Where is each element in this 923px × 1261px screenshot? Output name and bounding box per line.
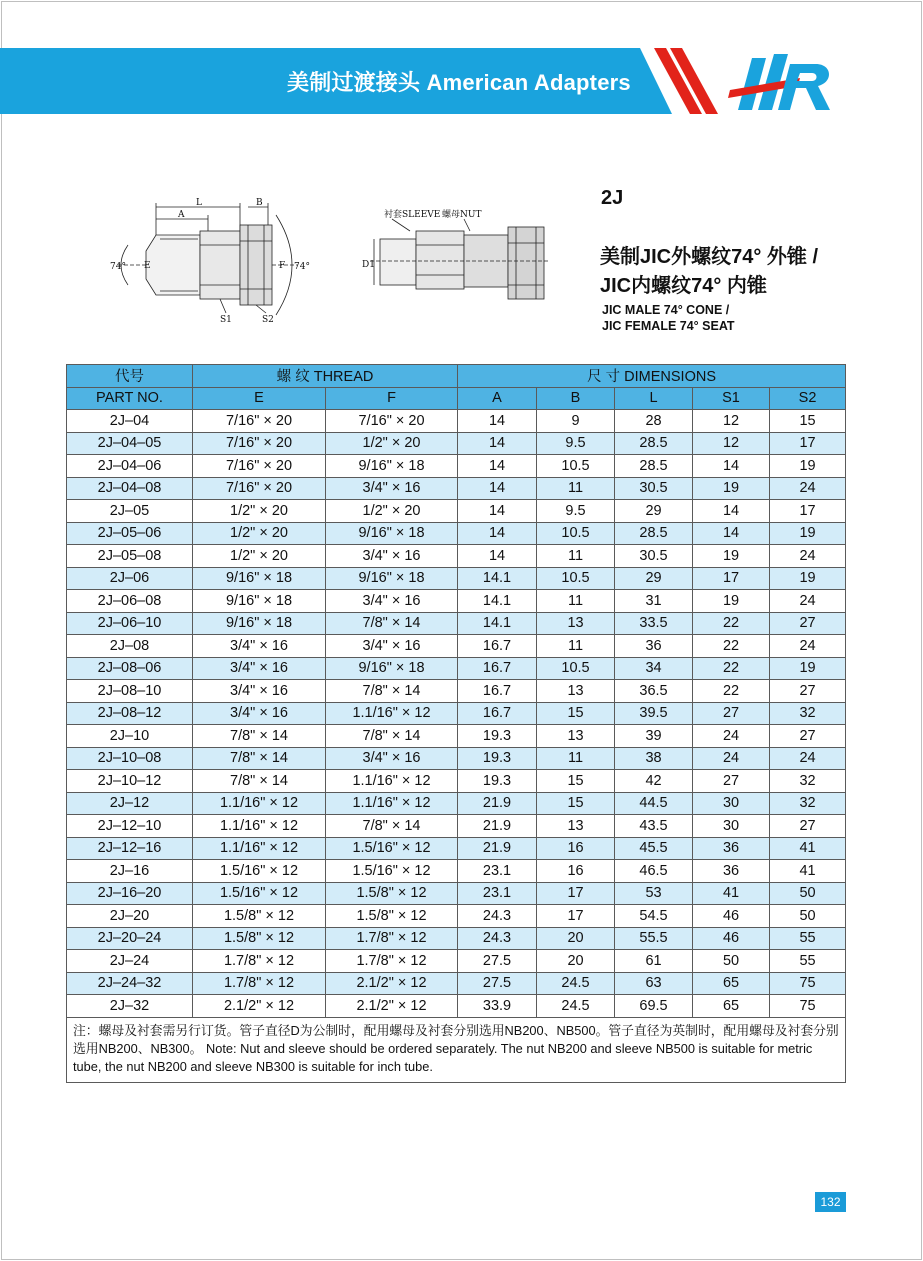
svg-text:D1: D1 (362, 260, 375, 270)
table-row (67, 410, 846, 433)
header-band (0, 48, 923, 114)
logo-r (778, 64, 830, 110)
table-row (67, 747, 846, 770)
header-col-s1: S1 (693, 387, 770, 410)
table-note: 注：螺母及衬套需另行订货。管子直径D为公制时，配用螺母及衬套分别选用NB200、NB500。管子直径为英制时，配用螺母及衬套分别选用NB200、NB300。 Note: Nut and sleeve should be ordered separately. The nut NB200 and sleeve NB500 is suitable for metric tube, the nut NB200 and sleeve NB300 is suitable for inch tube. (67, 1017, 846, 1082)
table-cell: 2.1/2" × 12 (326, 972, 458, 995)
table-cell: 1.1/16" × 12 (326, 702, 458, 725)
table-cell: 50 (693, 950, 770, 973)
table-cell: 32 (770, 770, 846, 793)
product-code: 2J (601, 187, 624, 209)
table-row (67, 837, 846, 860)
table-cell: 50 (770, 882, 846, 905)
zh-line-2: JIC内螺纹74° 内锥 (600, 275, 767, 297)
svg-text:S1: S1 (220, 315, 232, 325)
zh-line-1: 美制JIC外螺纹74° 外锥 / (600, 246, 819, 268)
table-cell: 11 (537, 635, 615, 658)
table-cell: 20 (537, 950, 615, 973)
table-cell: 24 (693, 725, 770, 748)
part-number-cell: 2J–04–05 (67, 432, 193, 455)
table-row (67, 882, 846, 905)
table-cell: 27 (770, 725, 846, 748)
table-cell: 69.5 (615, 995, 693, 1018)
header-part-no: PART NO. (67, 387, 193, 410)
table-cell: 41 (693, 882, 770, 905)
table-row (67, 860, 846, 883)
table-cell: 61 (615, 950, 693, 973)
table-cell: 3/4" × 16 (193, 635, 326, 658)
part-number-cell: 2J–05–06 (67, 522, 193, 545)
table-cell: 1.5/16" × 12 (326, 837, 458, 860)
table-cell: 9 (537, 410, 615, 433)
table-cell: 3/4" × 16 (326, 590, 458, 613)
sleeve-nut-drawing (360, 205, 550, 315)
table-cell: 22 (693, 635, 770, 658)
header-col-f: F (326, 387, 458, 410)
table-cell: 21.9 (458, 837, 537, 860)
part-number-cell: 2J–04–06 (67, 455, 193, 478)
part-number-cell: 2J–08–06 (67, 657, 193, 680)
table-cell: 22 (693, 657, 770, 680)
table-cell: 23.1 (458, 860, 537, 883)
table-cell: 14 (458, 477, 537, 500)
table-row (67, 477, 846, 500)
table-cell: 14 (458, 410, 537, 433)
table-cell: 1.5/8" × 12 (193, 927, 326, 950)
table-cell: 15 (537, 702, 615, 725)
table-cell: 9/16" × 18 (326, 657, 458, 680)
part-number-cell: 2J–16 (67, 860, 193, 883)
header-col-e: E (193, 387, 326, 410)
table-cell: 7/8" × 14 (326, 612, 458, 635)
table-cell: 46.5 (615, 860, 693, 883)
table-cell: 1.1/16" × 12 (326, 792, 458, 815)
part-number-cell: 2J–08–10 (67, 680, 193, 703)
table-cell: 7/8" × 14 (326, 680, 458, 703)
table-row (67, 815, 846, 838)
table-cell: 13 (537, 725, 615, 748)
part-number-cell: 2J–06 (67, 567, 193, 590)
table-cell: 1.5/8" × 12 (326, 882, 458, 905)
table-cell: 16 (537, 860, 615, 883)
part-number-cell: 2J–12 (67, 792, 193, 815)
table-cell: 46 (693, 905, 770, 928)
table-cell: 16 (537, 837, 615, 860)
table-cell: 36 (693, 837, 770, 860)
table-cell: 41 (770, 860, 846, 883)
table-cell: 46 (693, 927, 770, 950)
page-number: 132 (815, 1192, 846, 1212)
part-number-cell: 2J–05–08 (67, 545, 193, 568)
table-cell: 24.5 (537, 972, 615, 995)
table-cell: 7/16" × 20 (193, 410, 326, 433)
table-cell: 1/2" × 20 (193, 500, 326, 523)
table-cell: 3/4" × 16 (193, 680, 326, 703)
svg-text:衬套SLEEVE: 衬套SLEEVE (384, 210, 441, 220)
table-cell: 54.5 (615, 905, 693, 928)
table-cell: 1.7/8" × 12 (193, 950, 326, 973)
table-cell: 10.5 (537, 657, 615, 680)
table-cell: 7/8" × 14 (193, 725, 326, 748)
table-cell: 14 (693, 455, 770, 478)
table-cell: 15 (770, 410, 846, 433)
table-cell: 15 (537, 770, 615, 793)
table-cell: 39 (615, 725, 693, 748)
table-cell: 7/16" × 20 (326, 410, 458, 433)
part-number-cell: 2J–32 (67, 995, 193, 1018)
table-cell: 43.5 (615, 815, 693, 838)
table-cell: 3/4" × 16 (326, 545, 458, 568)
table-row (67, 522, 846, 545)
table-cell: 17 (770, 500, 846, 523)
svg-text:S2: S2 (262, 315, 274, 325)
table-cell: 1.5/16" × 12 (193, 860, 326, 883)
part-number-cell: 2J–05 (67, 500, 193, 523)
table-cell: 45.5 (615, 837, 693, 860)
table-cell: 19 (770, 657, 846, 680)
table-row (67, 972, 846, 995)
table-cell: 24 (693, 747, 770, 770)
table-row (67, 927, 846, 950)
table-cell: 27 (693, 770, 770, 793)
table-cell: 24.5 (537, 995, 615, 1018)
table-cell: 3/4" × 16 (193, 702, 326, 725)
table-cell: 9.5 (537, 500, 615, 523)
product-description-en (602, 302, 735, 334)
table-row (67, 590, 846, 613)
table-cell: 9/16" × 18 (326, 567, 458, 590)
svg-text:74°: 74° (294, 262, 310, 272)
spec-table (66, 364, 846, 1083)
table-cell: 17 (537, 905, 615, 928)
table-cell: 19 (693, 545, 770, 568)
part-number-cell: 2J–04–08 (67, 477, 193, 500)
table-cell: 39.5 (615, 702, 693, 725)
table-cell: 28.5 (615, 455, 693, 478)
table-cell: 21.9 (458, 792, 537, 815)
table-cell: 3/4" × 16 (326, 747, 458, 770)
table-cell: 42 (615, 770, 693, 793)
table-cell: 24 (770, 545, 846, 568)
table-cell: 14.1 (458, 567, 537, 590)
table-row (67, 680, 846, 703)
table-cell: 2.1/2" × 12 (326, 995, 458, 1018)
table-cell: 10.5 (537, 522, 615, 545)
part-number-cell: 2J–20 (67, 905, 193, 928)
table-row (67, 500, 846, 523)
table-cell: 24 (770, 590, 846, 613)
table-cell: 55 (770, 950, 846, 973)
table-cell: 9/16" × 18 (193, 612, 326, 635)
part-number-cell: 2J–06–08 (67, 590, 193, 613)
part-number-cell: 2J–12–10 (67, 815, 193, 838)
table-cell: 24.3 (458, 927, 537, 950)
table-cell: 65 (693, 972, 770, 995)
table-cell: 31 (615, 590, 693, 613)
table-cell: 14 (693, 522, 770, 545)
table-cell: 7/16" × 20 (193, 432, 326, 455)
table-cell: 7/8" × 14 (193, 770, 326, 793)
part-number-cell: 2J–04 (67, 410, 193, 433)
svg-text:F: F (279, 261, 286, 271)
table-cell: 27.5 (458, 950, 537, 973)
part-number-cell: 2J–10–12 (67, 770, 193, 793)
part-number-cell: 2J–08 (67, 635, 193, 658)
part-number-cell: 2J–12–16 (67, 837, 193, 860)
table-cell: 1.5/8" × 12 (193, 905, 326, 928)
part-number-cell: 2J–10–08 (67, 747, 193, 770)
table-cell: 24.3 (458, 905, 537, 928)
table-cell: 13 (537, 680, 615, 703)
table-cell: 32 (770, 702, 846, 725)
table-cell: 27 (770, 612, 846, 635)
table-cell: 33.9 (458, 995, 537, 1018)
table-row (67, 455, 846, 478)
table-cell: 24 (770, 635, 846, 658)
table-cell: 14.1 (458, 612, 537, 635)
table-cell: 23.1 (458, 882, 537, 905)
table-cell: 27 (770, 815, 846, 838)
table-cell: 38 (615, 747, 693, 770)
table-row (67, 995, 846, 1018)
table-cell: 11 (537, 590, 615, 613)
table-cell: 13 (537, 815, 615, 838)
svg-text:螺母NUT: 螺母NUT (442, 210, 482, 220)
table-cell: 7/8" × 14 (326, 725, 458, 748)
table-cell: 30.5 (615, 477, 693, 500)
svg-text:74°: 74° (110, 262, 126, 272)
table-row (67, 612, 846, 635)
table-row (67, 792, 846, 815)
table-cell: 7/8" × 14 (193, 747, 326, 770)
table-cell: 19 (693, 590, 770, 613)
table-cell: 9.5 (537, 432, 615, 455)
table-cell: 15 (537, 792, 615, 815)
table-cell: 16.7 (458, 680, 537, 703)
header-col-b: B (537, 387, 615, 410)
table-cell: 10.5 (537, 455, 615, 478)
table-cell: 53 (615, 882, 693, 905)
table-cell: 14 (458, 545, 537, 568)
table-cell: 14 (458, 432, 537, 455)
table-cell: 3/4" × 16 (326, 477, 458, 500)
table-row (67, 567, 846, 590)
header-thread: 螺 纹 THREAD (193, 365, 458, 388)
table-cell: 29 (615, 500, 693, 523)
table-cell: 19 (770, 567, 846, 590)
table-cell: 11 (537, 477, 615, 500)
table-cell: 19.3 (458, 770, 537, 793)
table-cell: 36.5 (615, 680, 693, 703)
table-row (67, 770, 846, 793)
table-cell: 14 (458, 500, 537, 523)
table-cell: 65 (693, 995, 770, 1018)
part-number-cell: 2J–08–12 (67, 702, 193, 725)
table-cell: 7/8" × 14 (326, 815, 458, 838)
table-cell: 14 (458, 455, 537, 478)
table-cell: 30 (693, 815, 770, 838)
table-cell: 1.5/16" × 12 (193, 882, 326, 905)
table-cell: 2.1/2" × 12 (193, 995, 326, 1018)
table-cell: 12 (693, 410, 770, 433)
part-number-cell: 2J–16–20 (67, 882, 193, 905)
table-cell: 9/16" × 18 (326, 455, 458, 478)
table-cell: 36 (615, 635, 693, 658)
table-cell: 27 (770, 680, 846, 703)
table-cell: 55 (770, 927, 846, 950)
table-cell: 11 (537, 545, 615, 568)
table-cell: 1/2" × 20 (326, 432, 458, 455)
table-cell: 1.1/16" × 12 (326, 770, 458, 793)
table-cell: 24 (770, 747, 846, 770)
table-cell: 7/16" × 20 (193, 477, 326, 500)
table-row (67, 432, 846, 455)
table-cell: 1.7/8" × 12 (326, 927, 458, 950)
table-cell: 7/16" × 20 (193, 455, 326, 478)
table-cell: 1.1/16" × 12 (193, 815, 326, 838)
header-col-s2: S2 (770, 387, 846, 410)
header-code-zh: 代号 (67, 365, 193, 388)
table-cell: 36 (693, 860, 770, 883)
table-cell: 22 (693, 612, 770, 635)
table-cell: 1/2" × 20 (193, 522, 326, 545)
svg-text:E: E (144, 261, 151, 271)
table-cell: 55.5 (615, 927, 693, 950)
table-cell: 75 (770, 972, 846, 995)
table-row (67, 905, 846, 928)
part-number-cell: 2J–06–10 (67, 612, 193, 635)
table-row (67, 702, 846, 725)
en-line-1: JIC MALE 74° CONE / (602, 303, 730, 317)
table-cell: 19.3 (458, 725, 537, 748)
svg-text:A: A (178, 210, 185, 220)
table-cell: 1.5/16" × 12 (326, 860, 458, 883)
table-cell: 17 (537, 882, 615, 905)
table-cell: 30 (693, 792, 770, 815)
table-cell: 10.5 (537, 567, 615, 590)
table-cell: 19 (770, 455, 846, 478)
table-cell: 63 (615, 972, 693, 995)
part-number-cell: 2J–10 (67, 725, 193, 748)
table-cell: 1.7/8" × 12 (193, 972, 326, 995)
table-cell: 29 (615, 567, 693, 590)
table-cell: 1/2" × 20 (193, 545, 326, 568)
table-cell: 11 (537, 747, 615, 770)
table-body (67, 410, 846, 1018)
table-cell: 50 (770, 905, 846, 928)
header-col-l: L (615, 387, 693, 410)
part-number-cell: 2J–24 (67, 950, 193, 973)
en-line-2: JIC FEMALE 74° SEAT (602, 319, 735, 333)
brand-logo (640, 48, 923, 114)
table-cell: 9/16" × 18 (193, 590, 326, 613)
table-cell: 1/2" × 20 (326, 500, 458, 523)
table-cell: 16.7 (458, 657, 537, 680)
table-cell: 19 (770, 522, 846, 545)
table-cell: 28 (615, 410, 693, 433)
table-cell: 3/4" × 16 (193, 657, 326, 680)
table-cell: 33.5 (615, 612, 693, 635)
table-cell: 28.5 (615, 522, 693, 545)
table-cell: 3/4" × 16 (326, 635, 458, 658)
table-cell: 16.7 (458, 635, 537, 658)
table-cell: 75 (770, 995, 846, 1018)
table-cell: 22 (693, 680, 770, 703)
table-row (67, 635, 846, 658)
table-cell: 12 (693, 432, 770, 455)
header-dimensions: 尺 寸 DIMENSIONS (458, 365, 846, 388)
part-number-cell: 2J–20–24 (67, 927, 193, 950)
table-row (67, 725, 846, 748)
table-cell: 19 (693, 477, 770, 500)
svg-text:B: B (256, 198, 263, 208)
table-cell: 14.1 (458, 590, 537, 613)
table-cell: 16.7 (458, 702, 537, 725)
table-cell: 20 (537, 927, 615, 950)
table-row (67, 545, 846, 568)
table-row (67, 950, 846, 973)
table-cell: 24 (770, 477, 846, 500)
table-cell: 13 (537, 612, 615, 635)
table-cell: 41 (770, 837, 846, 860)
table-cell: 44.5 (615, 792, 693, 815)
table-cell: 27.5 (458, 972, 537, 995)
table-row (67, 657, 846, 680)
table-cell: 1.1/16" × 12 (193, 792, 326, 815)
table-cell: 19.3 (458, 747, 537, 770)
table-cell: 1.7/8" × 12 (326, 950, 458, 973)
table-cell: 27 (693, 702, 770, 725)
table-cell: 28.5 (615, 432, 693, 455)
table-cell: 21.9 (458, 815, 537, 838)
table-cell: 9/16" × 18 (326, 522, 458, 545)
header-col-a: A (458, 387, 537, 410)
header-title: 美制过渡接头 American Adapters (287, 70, 631, 95)
table-cell: 14 (693, 500, 770, 523)
table-cell: 17 (770, 432, 846, 455)
table-cell: 14 (458, 522, 537, 545)
table-cell: 9/16" × 18 (193, 567, 326, 590)
adapter-drawing (108, 195, 308, 325)
table-cell: 30.5 (615, 545, 693, 568)
table-cell: 32 (770, 792, 846, 815)
table-cell: 17 (693, 567, 770, 590)
part-number-cell: 2J–24–32 (67, 972, 193, 995)
table-cell: 1.1/16" × 12 (193, 837, 326, 860)
product-description-zh (600, 243, 818, 301)
table-cell: 1.5/8" × 12 (326, 905, 458, 928)
table-cell: 34 (615, 657, 693, 680)
svg-text:L: L (196, 198, 202, 208)
